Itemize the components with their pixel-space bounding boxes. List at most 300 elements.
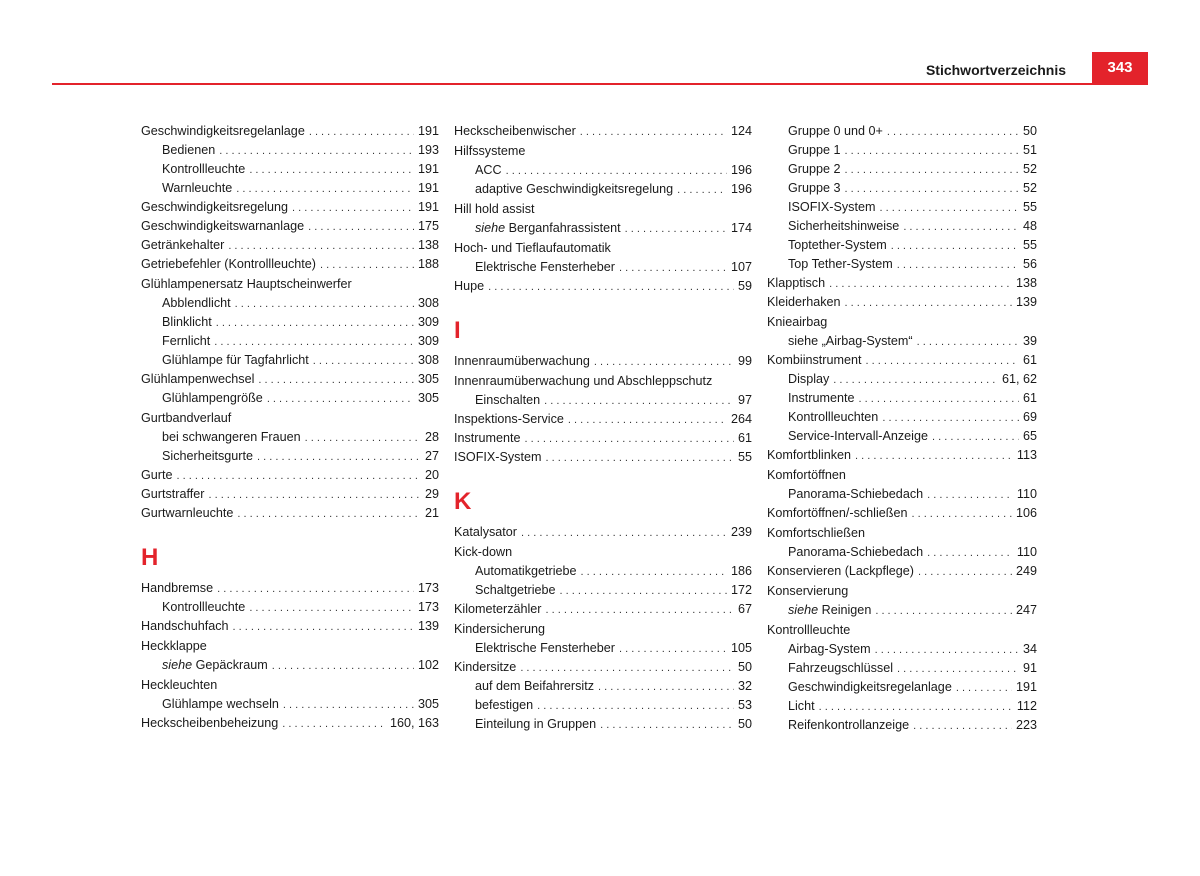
entry-page-ref: 305 [417, 372, 439, 386]
see-reference-label: siehe [475, 221, 506, 235]
entry-term: ACC [475, 163, 502, 177]
dot-leader [228, 237, 414, 256]
dot-leader [177, 467, 421, 486]
entry-term: Kick-down [454, 545, 513, 559]
entry-term: Service-Intervall-Anzeige [788, 429, 928, 443]
entry-page-ref: 174 [730, 221, 752, 235]
index-entry [454, 200, 752, 219]
entry-term: auf dem Beifahrersitz [475, 679, 594, 693]
entry-term: Geschwindigkeitsregelanlage [788, 680, 952, 694]
dot-leader [580, 123, 727, 142]
see-reference-label: siehe [788, 603, 819, 617]
index-entry [454, 658, 752, 677]
index-entry [767, 582, 1037, 601]
index-subentry [454, 258, 752, 277]
entry-term: Automatikgetriebe [475, 564, 577, 578]
entry-term: Gurte [141, 468, 173, 482]
dot-leader [625, 220, 727, 239]
entry-term: Licht [788, 699, 815, 713]
entry-term: Top Tether-System [788, 257, 893, 271]
entry-term [475, 219, 621, 238]
entry-page-ref: 138 [417, 238, 439, 252]
entry-page-ref: 56 [1022, 257, 1037, 271]
entry-term: Abblendlicht [162, 296, 231, 310]
index-subentry [767, 255, 1037, 274]
dot-leader [956, 679, 1012, 698]
dot-leader [568, 411, 727, 430]
index-entry [454, 352, 752, 371]
entry-term: Heckleuchten [141, 678, 218, 692]
entry-term: Gruppe 2 [788, 162, 841, 176]
index-subentry [454, 677, 752, 696]
dot-leader [918, 563, 1012, 582]
index-subentry [141, 656, 439, 675]
dot-leader [272, 657, 414, 676]
entry-term: Glühlampengröße [162, 391, 263, 405]
entry-page-ref: 139 [417, 619, 439, 633]
entry-page-ref: 28 [424, 430, 439, 444]
index-subentry [767, 198, 1037, 217]
dot-leader [235, 295, 414, 314]
index-entry [454, 239, 752, 258]
dot-leader [208, 486, 421, 505]
entry-page-ref: 139 [1015, 295, 1037, 309]
entry-term: Instrumente [788, 391, 855, 405]
dot-leader [320, 256, 414, 275]
index-entry [454, 429, 752, 448]
entry-page-ref: 309 [417, 334, 439, 348]
dot-leader [525, 430, 734, 449]
entry-page-ref: 196 [730, 163, 752, 177]
entry-term: Hupe [454, 279, 485, 293]
dot-leader [619, 259, 727, 278]
entry-page-ref: 223 [1015, 718, 1037, 732]
entry-term: Reifenkontrollanzeige [788, 718, 910, 732]
dot-leader [521, 524, 727, 543]
index-entry [767, 466, 1037, 485]
entry-term: Schaltgetriebe [475, 583, 556, 597]
entry-term: Konservieren (Lackpflege) [767, 564, 915, 578]
dot-leader [249, 599, 414, 618]
entry-term: Kontrollleuchten [788, 410, 879, 424]
entry-term: Heckscheibenbeheizung [141, 716, 279, 730]
index-subentry [767, 427, 1037, 446]
index-subentry [767, 389, 1037, 408]
index-subentry [767, 179, 1037, 198]
entry-term [788, 601, 871, 620]
index-column-2 [454, 122, 752, 734]
entry-term: Kontrollleuchte [162, 600, 246, 614]
dot-leader [305, 429, 421, 448]
dot-leader [292, 199, 414, 218]
entry-term: Display [788, 372, 830, 386]
entry-term: Glühlampe für Tagfahrlicht [162, 353, 309, 367]
entry-page-ref: 191 [417, 200, 439, 214]
entry-page-ref: 29 [424, 487, 439, 501]
dot-leader [917, 333, 1019, 352]
entry-page-ref: 160, 163 [389, 716, 439, 730]
entry-term: Heckklappe [141, 639, 207, 653]
entry-page-ref: 191 [417, 181, 439, 195]
dot-leader [488, 278, 734, 297]
entry-term: Komfortöffnen [767, 468, 846, 482]
dot-leader [932, 428, 1019, 447]
entry-term: Elektrische Fensterheber [475, 260, 615, 274]
entry-term: Bedienen [162, 143, 216, 157]
dot-leader [859, 390, 1019, 409]
entry-term: Komfortöffnen/-schließen [767, 506, 908, 520]
entry-page-ref: 188 [417, 257, 439, 271]
dot-leader [258, 371, 414, 390]
entry-term: Katalysator [454, 525, 517, 539]
dot-leader [313, 352, 414, 371]
entry-term: befestigen [475, 698, 534, 712]
entry-term: Gurtbandverlauf [141, 411, 232, 425]
dot-leader [309, 123, 414, 142]
index-subentry [141, 428, 439, 447]
dot-leader [598, 678, 734, 697]
index-entry [141, 466, 439, 485]
entry-term: Sicherheitsgurte [162, 449, 254, 463]
entry-term: Innenraumüberwachung [454, 354, 590, 368]
index-column-3 [767, 122, 1037, 735]
entry-page-ref: 110 [1016, 487, 1037, 501]
entry-page-ref: 50 [737, 717, 752, 731]
entry-term: Gruppe 1 [788, 143, 841, 157]
entry-term: Handschuhfach [141, 619, 229, 633]
dot-leader [913, 717, 1012, 736]
entry-term: Knieairbag [767, 315, 828, 329]
entry-page-ref: 39 [1022, 334, 1037, 348]
entry-page-ref: 264 [730, 412, 752, 426]
dot-leader [233, 618, 414, 637]
index-subentry [454, 161, 752, 180]
index-entry [141, 617, 439, 636]
entry-term: Kontrollleuchte [162, 162, 246, 176]
entry-page-ref: 124 [730, 124, 752, 138]
entry-term: siehe „Airbag-System“ [788, 334, 913, 348]
index-subentry [141, 294, 439, 313]
index-subentry [141, 447, 439, 466]
dot-leader [845, 294, 1012, 313]
index-subentry [767, 236, 1037, 255]
entry-term: Geschwindigkeitsregelung [141, 200, 289, 214]
entry-term: Kilometerzähler [454, 602, 542, 616]
dot-leader [308, 218, 414, 237]
index-subentry [767, 716, 1037, 735]
entry-term: Glühlampe wechseln [162, 697, 279, 711]
entry-page-ref: 21 [424, 506, 439, 520]
index-entry [141, 637, 439, 656]
entry-page-ref: 55 [1022, 200, 1037, 214]
entry-page-ref: 55 [737, 450, 752, 464]
dot-leader [897, 256, 1019, 275]
entry-term: Kleiderhaken [767, 295, 841, 309]
entry-term: Gurtstraffer [141, 487, 205, 501]
entry-term: Inspektions-Service [454, 412, 564, 426]
index-entry [767, 562, 1037, 581]
entry-page-ref: 110 [1016, 545, 1037, 559]
index-subentry [454, 715, 752, 734]
entry-term: Panorama-Schiebedach [788, 487, 924, 501]
entry-page-ref: 48 [1022, 219, 1037, 233]
index-entry [454, 142, 752, 161]
index-subentry [141, 141, 439, 160]
entry-term: Warnleuchte [162, 181, 233, 195]
dot-leader [216, 314, 414, 333]
dot-leader [249, 161, 414, 180]
index-subentry [767, 485, 1037, 504]
entry-page-ref: 61 [1022, 353, 1037, 367]
index-subentry [767, 217, 1037, 236]
entry-term-text: Gepäckraum [195, 658, 268, 672]
dot-leader [845, 142, 1019, 161]
entry-term-text: Berganfahrassistent [508, 221, 621, 235]
dot-leader [236, 180, 414, 199]
entry-term: Hilfssysteme [454, 144, 526, 158]
index-subentry [454, 562, 752, 581]
entry-page-ref: 106 [1015, 506, 1037, 520]
index-entry [767, 504, 1037, 523]
index-subentry [454, 581, 752, 600]
entry-term: Kindersitze [454, 660, 517, 674]
dot-leader [219, 142, 414, 161]
entry-page-ref: 91 [1022, 661, 1037, 675]
entry-term: Geschwindigkeitswarnanlage [141, 219, 305, 233]
entry-page-ref: 53 [737, 698, 752, 712]
entry-page-ref: 247 [1015, 603, 1037, 617]
entry-page-ref: 59 [737, 279, 752, 293]
index-entry [767, 274, 1037, 293]
entry-page-ref: 308 [417, 296, 439, 310]
entry-term: Panorama-Schiebedach [788, 545, 924, 559]
dot-leader [217, 580, 414, 599]
dot-leader [845, 180, 1019, 199]
entry-term: Handbremse [141, 581, 214, 595]
entry-page-ref: 99 [737, 354, 752, 368]
entry-term: Getränkehalter [141, 238, 225, 252]
entry-term: Glühlampenwechsel [141, 372, 255, 386]
entry-page-ref: 50 [1022, 124, 1037, 138]
dot-leader [581, 563, 727, 582]
entry-page-ref: 309 [417, 315, 439, 329]
index-entry [454, 448, 752, 467]
entry-term: Elektrische Fensterheber [475, 641, 615, 655]
dot-leader [283, 696, 414, 715]
entry-page-ref: 305 [417, 391, 439, 405]
index-subentry [141, 598, 439, 617]
entry-page-ref: 65 [1022, 429, 1037, 443]
entry-page-ref: 52 [1022, 181, 1037, 195]
dot-leader [927, 486, 1013, 505]
entry-term: Hill hold assist [454, 202, 535, 216]
dot-leader [619, 640, 727, 659]
dot-leader [677, 181, 727, 200]
entry-term: Getriebefehler (Kontrollleuchte) [141, 257, 317, 271]
index-entry [454, 372, 752, 391]
index-subentry [767, 659, 1037, 678]
entry-page-ref: 305 [417, 697, 439, 711]
index-entry [767, 621, 1037, 640]
entry-term: Innenraumüberwachung und Abschleppschutz [454, 374, 713, 388]
see-reference-label: siehe [162, 658, 193, 672]
index-entry [141, 198, 439, 217]
index-subentry [767, 160, 1037, 179]
entry-page-ref: 191 [417, 124, 439, 138]
entry-page-ref: 193 [417, 143, 439, 157]
index-subentry [767, 141, 1037, 160]
entry-page-ref: 32 [737, 679, 752, 693]
index-subentry [767, 543, 1037, 562]
index-entry [454, 543, 752, 562]
dot-leader [897, 660, 1019, 679]
index-entry [141, 676, 439, 695]
entry-page-ref: 20 [424, 468, 439, 482]
dot-leader [927, 544, 1013, 563]
index-subentry [767, 678, 1037, 697]
index-subentry [767, 640, 1037, 659]
entry-page-ref: 172 [730, 583, 752, 597]
dot-leader [537, 697, 734, 716]
index-subentry [141, 389, 439, 408]
entry-page-ref: 191 [417, 162, 439, 176]
dot-leader [911, 505, 1012, 524]
dot-leader [546, 601, 734, 620]
entry-term: Heckscheibenwischer [454, 124, 576, 138]
entry-page-ref: 51 [1022, 143, 1037, 157]
index-entry [454, 523, 752, 542]
index-entry [141, 255, 439, 274]
entry-page-ref: 173 [417, 581, 439, 595]
dot-leader [891, 237, 1019, 256]
dot-leader [282, 715, 386, 734]
dot-leader [560, 582, 727, 601]
entry-term: Hoch- und Tieflaufautomatik [454, 241, 611, 255]
entry-term: Airbag-System [788, 642, 871, 656]
index-entry [767, 446, 1037, 465]
dot-leader [594, 353, 734, 372]
entry-term: Klapptisch [767, 276, 826, 290]
index-entry [141, 217, 439, 236]
index-entry [767, 351, 1037, 370]
entry-term: ISOFIX-System [454, 450, 542, 464]
entry-page-ref: 107 [730, 260, 752, 274]
entry-page-ref: 27 [424, 449, 439, 463]
index-entry [767, 293, 1037, 312]
index-subentry [454, 391, 752, 410]
entry-page-ref: 69 [1022, 410, 1037, 424]
dot-leader [544, 392, 734, 411]
entry-term: Fernlicht [162, 334, 211, 348]
index-subentry [141, 179, 439, 198]
entry-page-ref: 102 [417, 658, 439, 672]
entry-term: Gruppe 0 und 0+ [788, 124, 883, 138]
entry-page-ref: 113 [1016, 448, 1037, 462]
index-subentry [454, 639, 752, 658]
section-letter: I [454, 317, 461, 344]
dot-leader [866, 352, 1019, 371]
entry-page-ref: 61 [737, 431, 752, 445]
entry-page-ref: 138 [1015, 276, 1037, 290]
index-entry [454, 277, 752, 296]
entry-term: Gurtwarnleuchte [141, 506, 234, 520]
entry-term: Konservierung [767, 584, 849, 598]
entry-page-ref: 249 [1015, 564, 1037, 578]
index-subentry [767, 332, 1037, 351]
index-entry [141, 504, 439, 523]
entry-term: Toptether-System [788, 238, 887, 252]
index-entry [141, 370, 439, 389]
entry-term: Instrumente [454, 431, 521, 445]
index-subentry [454, 180, 752, 199]
entry-term: bei schwangeren Frauen [162, 430, 301, 444]
index-subentry [141, 313, 439, 332]
page-title: Stichwortverzeichnis [925, 62, 1066, 78]
page-number-badge: 343 [1092, 52, 1148, 83]
entry-term: Glühlampenersatz Hauptscheinwerfer [141, 277, 352, 291]
entry-page-ref: 196 [730, 182, 752, 196]
section-letter: K [454, 488, 472, 515]
index-subentry [767, 408, 1037, 427]
entry-term: ISOFIX-System [788, 200, 876, 214]
dot-leader [879, 199, 1019, 218]
index-entry [141, 236, 439, 255]
dot-leader [903, 218, 1019, 237]
index-entry [767, 313, 1037, 332]
index-subentry [141, 695, 439, 714]
index-entry [454, 600, 752, 619]
dot-leader [882, 409, 1019, 428]
section-letter: H [141, 544, 159, 571]
entry-term: adaptive Geschwindigkeitsregelung [475, 182, 674, 196]
entry-term: Geschwindigkeitsregelanlage [141, 124, 305, 138]
index-subentry [141, 160, 439, 179]
dot-leader [845, 161, 1019, 180]
dot-leader [214, 333, 414, 352]
dot-leader [506, 162, 727, 181]
index-entry [454, 122, 752, 141]
entry-term: Sicherheitshinweise [788, 219, 900, 233]
index-subentry [141, 332, 439, 351]
index-subentry [454, 219, 752, 238]
dot-leader [600, 716, 734, 735]
entry-term: Fahrzeugschlüssel [788, 661, 893, 675]
index-subentry [767, 601, 1037, 620]
entry-page-ref: 34 [1022, 642, 1037, 656]
index-entry [141, 579, 439, 598]
entry-page-ref: 173 [417, 600, 439, 614]
entry-term: Komfortschließen [767, 526, 865, 540]
entry-page-ref: 112 [1016, 699, 1037, 713]
dot-leader [267, 390, 414, 409]
entry-term: Kombiinstrument [767, 353, 862, 367]
entry-term: Komfortblinken [767, 448, 851, 462]
entry-term [162, 656, 268, 675]
index-entry [141, 409, 439, 428]
entry-page-ref: 50 [737, 660, 752, 674]
entry-page-ref: 105 [730, 641, 752, 655]
dot-leader [833, 371, 998, 390]
entry-page-ref: 191 [1015, 680, 1037, 694]
dot-leader [237, 505, 421, 524]
entry-term: Einteilung in Gruppen [475, 717, 597, 731]
index-entry [454, 620, 752, 639]
index-subentry [454, 696, 752, 715]
index-entry [141, 122, 439, 141]
entry-term: Kontrollleuchte [767, 623, 851, 637]
dot-leader [819, 698, 1013, 717]
entry-term: Kindersicherung [454, 622, 546, 636]
